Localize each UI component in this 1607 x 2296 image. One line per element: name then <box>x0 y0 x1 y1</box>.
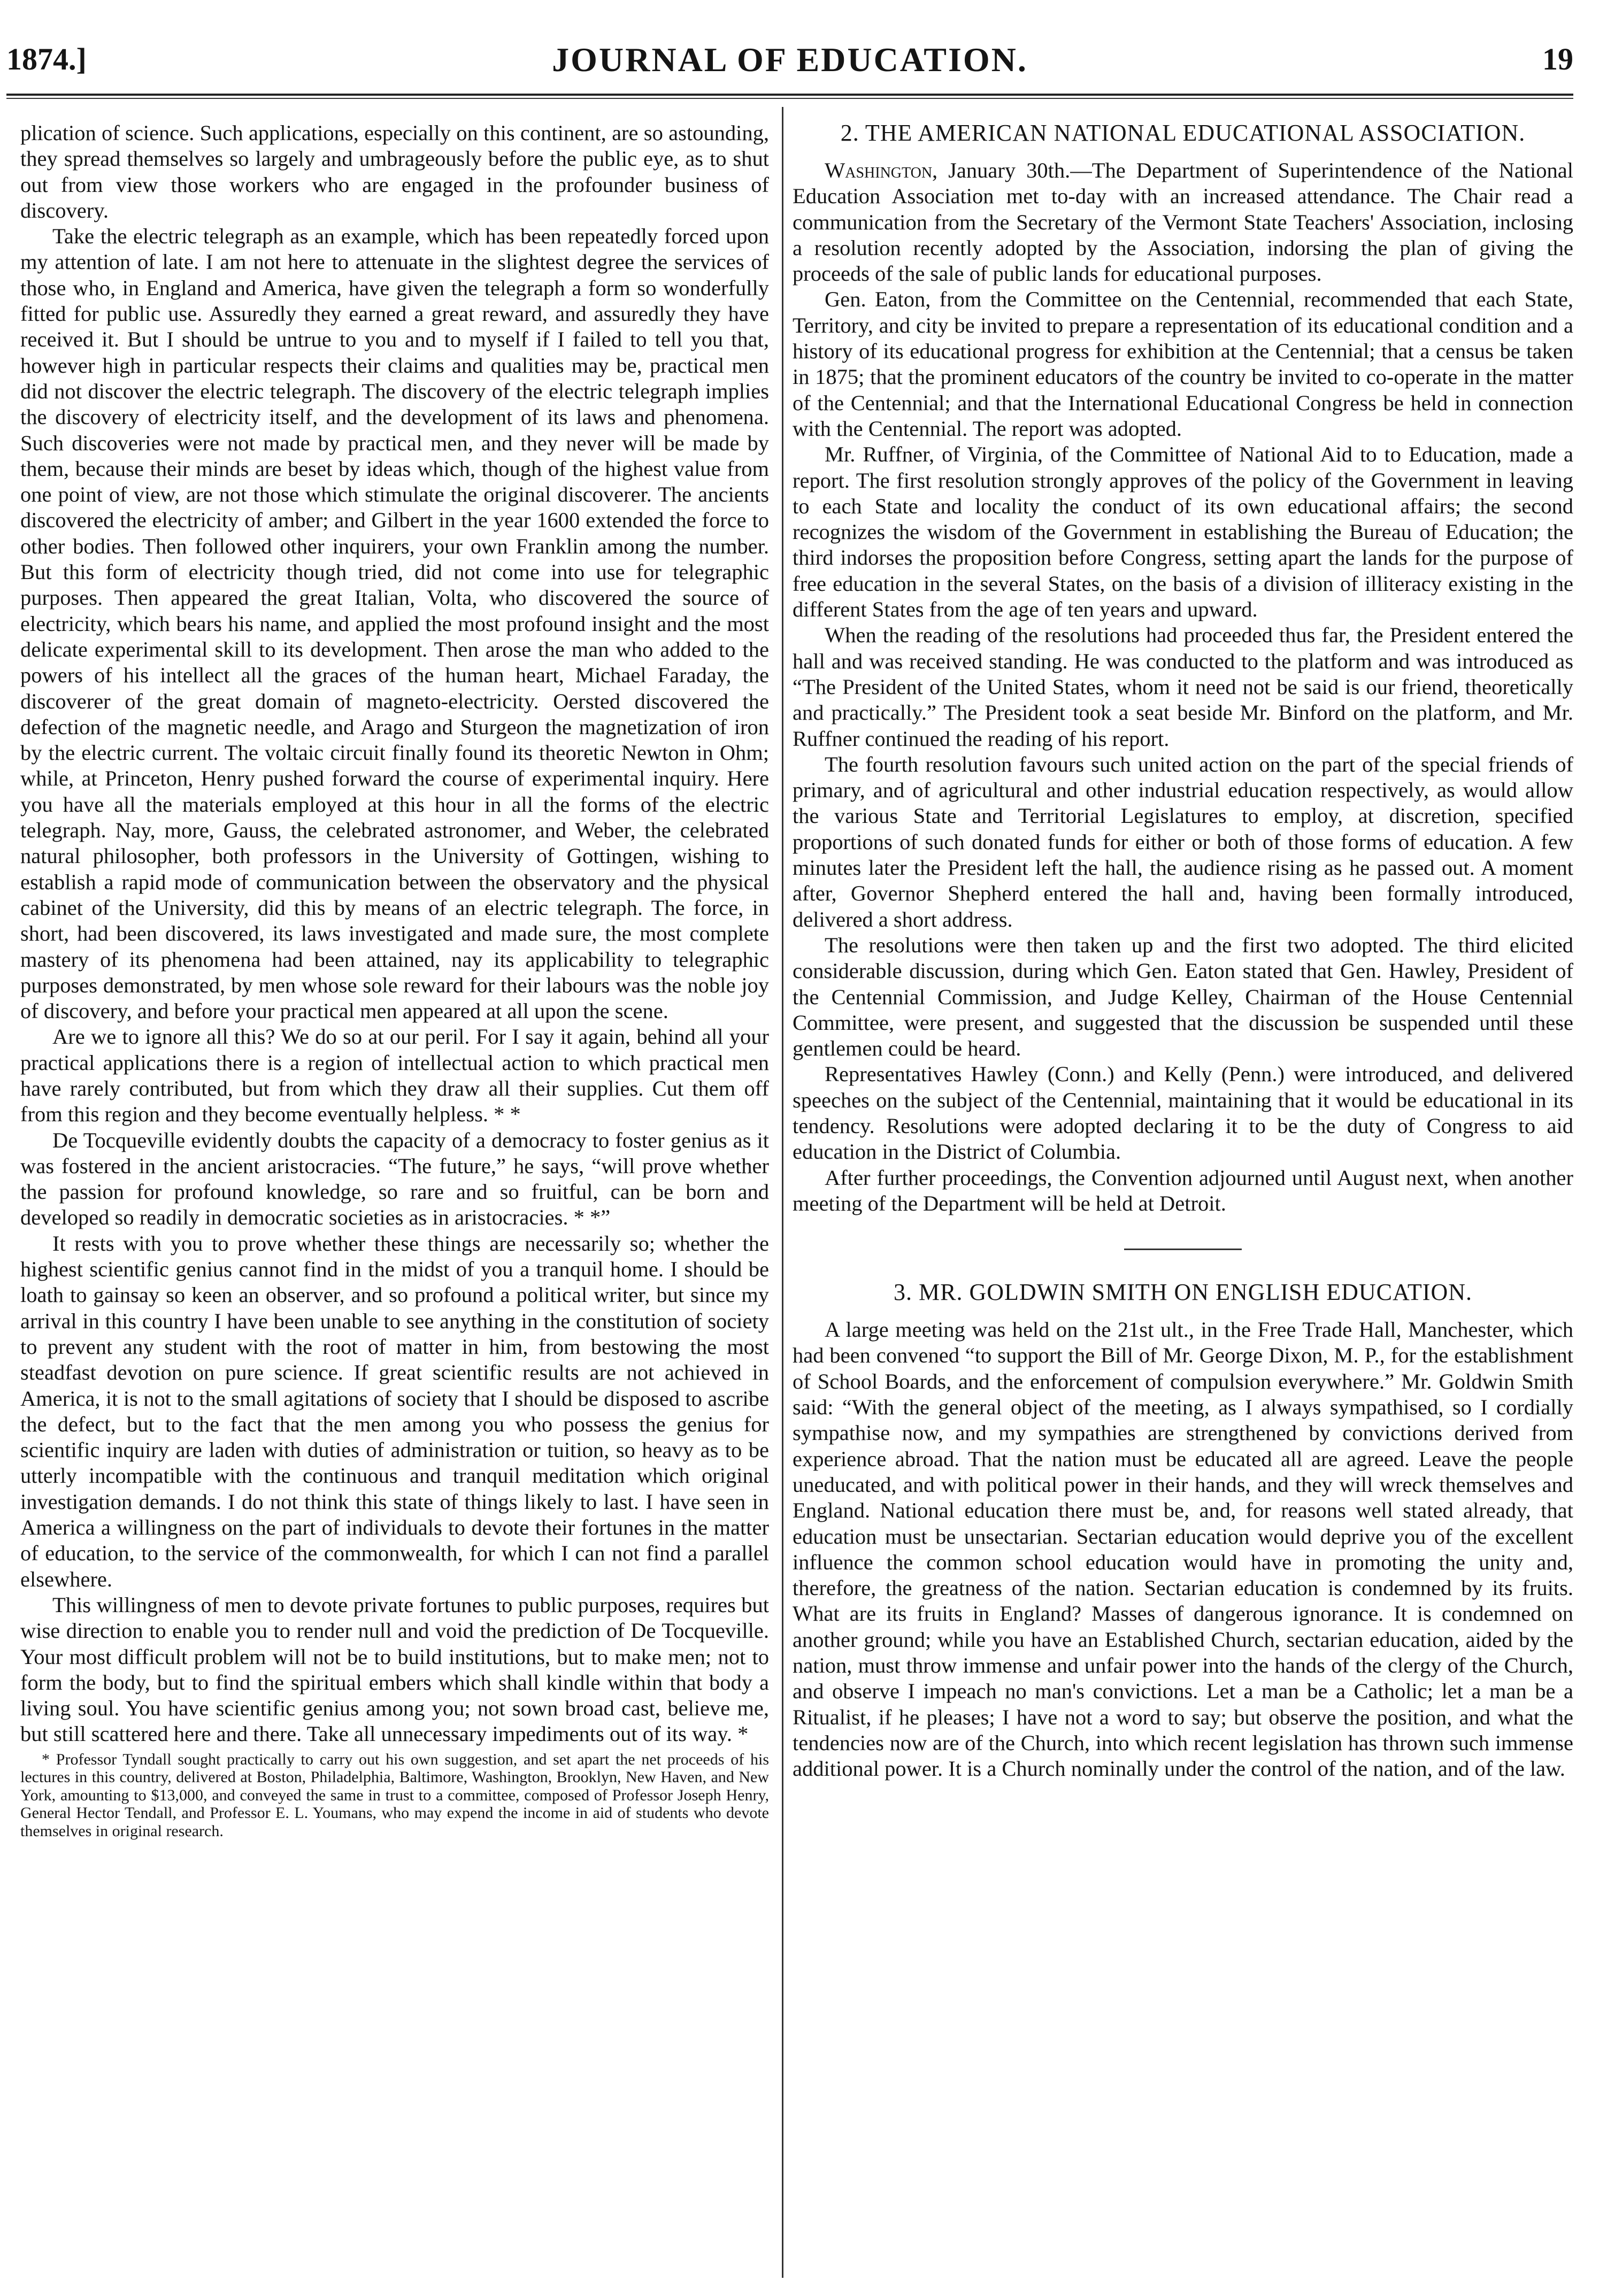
footnote <box>20 1751 769 1840</box>
paragraph: De Tocqueville evidently doubts the capacity of a democracy to foster genius as it was fostered in the ancient aristocracies. “The future,” he says, “will prove whether the passion for profound knowledge, so rare and so fruitful, can be born and developed so readily in democratic societies as in aristocracies. * *” <box>20 1128 769 1230</box>
paragraph: The resolutions were then taken up and the first two adopted. The third elicited considerable discussion, during which Gen. Eaton stated that Gen. Hawley, President of the Centennial Commission, and Judge Kelley, Chairman of the House Centennial Committee, were present, and suggested that the discussion be suspended until these gentlemen could be heard. <box>793 933 1573 1061</box>
left-column <box>20 120 769 1840</box>
paragraph <box>793 158 1573 287</box>
column-divider <box>782 107 783 2278</box>
paragraph: A large meeting was held on the 21st ult., in the Free Trade Hall, Manchester, which had been convened “to support the Bill of Mr. George Dixon, M. P., for the establishment of School Boards, and the enforcement of compulsion everywhere.” Mr. Goldwin Smith said: “With the general object of the meeting, as I always sympathised, so I cordially sympathise now, and my sympathies are strengthened by convictions derived from experience abroad. That the nation must be educated all are agreed. Leave the people uneducated, and with political power in their hands, and they will wreck themselves and England. National education there must be, and, for reasons well stated already, that education must be unsectarian. Sectarian education would deprive you of the excellent influence the common school education would have in promoting the unity and, therefore, the greatness of the nation. Sectarian education is condemned by its fruits. What are its fruits in England? Masses of dangerous ignorance. It is condemned on another ground; while you have an Established Church, sectarian education, aided by the nation, must throw immense and unfair power into the hands of the clergy of the Church, and observe I impeach no man's convictions. Let a man be a Catholic; let a man be a Ritualist, if he pleases; I have not a word to say; but observe the position, and what the tendencies now are of the Church, into which recent legislation has thrown such immense additional power. It is a Church nominally under the control of the nation, and of the law. <box>793 1317 1573 1781</box>
paragraph: When the reading of the resolutions had proceeded thus far, the President entered the hall and was received standing. He was conducted to the platform and was introduced as “The President of the United States, whom it need not be said is our friend, theoretically and practically.” The President took a seat beside Mr. Binford on the platform, and Mr. Ruffner continued the reading of his report. <box>793 623 1573 751</box>
paragraph: Are we to ignore all this? We do so at our peril. For I say it again, behind all your practical applications there is a region of intellectual action to which practical men have rarely contributed, but from which they draw all their supplies. Cut them off from this region and they become eventually helpless. * * <box>20 1024 769 1127</box>
paragraph: The fourth resolution favours such united action on the part of the special friends of primary, and of agricultural and other industrial education respectively, as would allow the various State and Territorial Legislatures to employ, at discretion, specified proportions of such donated funds for either or both of those forms of education. A few minutes later the President left the hall, the audience rising as he passed out. A moment after, Governor Shepherd entered the hall and, having been formally introduced, delivered a short address. <box>793 752 1573 931</box>
paragraph: plication of science. Such applications, especially on this continent, are so astounding, they spread themselves so largely and umbrageously before the public eye, as to shut out from view those workers who are engaged in the profounder business of discovery. <box>20 121 769 222</box>
paragraph: Take the electric telegraph as an example, which has been repeatedly forced upon my attention of late. I am not here to attenuate in the slightest degree the services of those who, in England and America, have given the telegraph a form so wonderfully fitted for public use. Assuredly they earned a great reward, and assuredly they have received it. But I should be untrue to you and to myself if I failed to tell you that, however high in particular respects their claims and qualities may be, practical men did not discover the electric telegraph. The discovery of the electric telegraph implies the discovery of electricity itself, and the development of its laws and phenomena. Such discoveries were not made by practical men, and they never will be made by them, because their minds are beset by ideas which, though of the highest value from one point of view, are not those which stimulate the original discoverer. The ancients discovered the electricity of amber; and Gilbert in the year 1600 extended the force to other bodies. Then followed other inquirers, your own Franklin among the number. But this form of electricity though tried, did not come into use for telegraphic purposes. Then appeared the great Italian, Volta, who discovered the source of electricity, which bears his name, and applied the most profound insight and the most delicate experimental skill to its development. Then arose the man who added to the powers of his intellect all the graces of the human heart, Michael Faraday, the discoverer of the great domain of magneto-electricity. Oersted discovered the defection of the magnetic needle, and Arago and Sturgeon the magnetization of iron by the electric current. The voltaic circuit finally found its theoretic Newton in Ohm; while, at Princeton, Henry pushed forward the course of experimental inquiry. Here you have all the materials employed at this hour in all the forms of the electric telegraph. Nay, more, Gauss, the celebrated astronomer, and Weber, the celebrated natural philosopher, both professors in the University of Gottingen, wishing to establish a rapid mode of communication between the observatory and the physical cabinet of the University, did this by means of an electric telegraph. The force, in short, had been discovered, its laws investigated and made sure, the most complete mastery of its phenomena had been attained, nay its applicability to telegraphic purposes demonstrated, by men whose sole reward for their labours was the noble joy of discovery, and before your practical men appeared at all upon the scene. <box>20 224 769 1023</box>
paragraph: This willingness of men to devote private fortunes to public purposes, requires but wise direction to enable you to render null and void the prediction of De Tocqueville. Your most difficult problem will not be to build institutions, but to make men; not to form the body, but to find the spiritual embers which shall kindle within that body a living soul. You have scientific genius among you; not sown broad cast, believe me, but still scattered here and there. Take all unnecessary impediments out of its way. * <box>20 1592 769 1746</box>
page-number: 19 <box>1542 42 1573 76</box>
page-header <box>6 29 1573 96</box>
paragraph: It rests with you to prove whether these things are necessarily so; whether the highest scientific genius cannot find in the midst of you a tranquil home. I should be loath to gainsay so keen an observer, and so profound a political writer, but since my arrival in this country I have been unable to see anything in the constitution of society to prevent any student with the root of matter in him, from bestowing the most steadfast devotion on pure science. If great scientific results are not achieved in America, it is not to the small agitations of society that I should be disposed to ascribe the defect, but to the fact that the men among you who possess the genius for scientific inquiry are laden with duties of administration or tuition, so heavy as to be utterly incompatible with the continuous and tranquil meditation which original investigation demands. I do not think this state of things likely to last. I have seen in America a willingness on the part of individuals to devote their fortunes in the matter of education, to the service of the commonwealth, for which I can not find a parallel elsewhere. <box>20 1231 769 1591</box>
right-column <box>793 120 1573 1782</box>
paragraph: Gen. Eaton, from the Committee on the Centennial, recommended that each State, Territory, and city be invited to prepare a representation of its educational condition and a history of its educational progress for exhibition at the Centennial; that a census be taken in 1875; that the prominent educators of the country be invited to co-operate in the matter of the Centennial; and that the International Educational Congress be held in connection with the Centennial. The report was adopted. <box>793 287 1573 441</box>
section-heading: 2. THE AMERICAN NATIONAL EDUCATIONAL ASSOCIATION. <box>840 120 1526 146</box>
dateline: Washington, <box>825 158 938 182</box>
section-divider <box>1124 1249 1242 1250</box>
section-heading: 3. MR. GOLDWIN SMITH ON ENGLISH EDUCATION. <box>893 1279 1473 1306</box>
paragraph: After further proceedings, the Convention adjourned until August next, when another meeting of the Department will be held at Detroit. <box>793 1165 1573 1215</box>
paragraph-text: January 30th.—The Department of Superintendence of the National Education Association met to-day with an increased attendance. The Chair read a communication from the Secretary of the Vermont State Teachers' Association, inclosing a resolution recently adopted by the Association, indorsing the plan of giving the proceeds of the sale of public lands for educational purposes. <box>793 158 1574 286</box>
header-rule <box>6 98 1573 99</box>
header-year: 1874.] <box>6 42 87 76</box>
paragraph: Mr. Ruffner, of Virginia, of the Committee of National Aid to to Education, made a report. The first resolution strongly approves of the policy of the Government in leaving to each State and locality the conduct of its own educational affairs; the second recognizes the wisdom of the Government in establishing the Bureau of Education; the third indorses the proposition before Congress, setting apart the lands for the purpose of free education in the several States, on the basis of a division of illiteracy existing in the different States from the age of ten years and upward. <box>793 442 1573 622</box>
paragraph: Representatives Hawley (Conn.) and Kelly (Penn.) were introduced, and delivered speeches on the subject of the Centennial, maintaining that it would be educational in its tendency. Resolutions were adopted declaring it to be the duty of Congress to aid education in the District of Columbia. <box>793 1062 1573 1164</box>
footnote-text: * Professor Tyndall sought practically to carry out his own suggestion, and set apart the net proceeds of his lectures in this country, delivered at Boston, Philadelphia, Baltimore, Washington, Brooklyn, New Haven, and New York, amounting to $13,000, and conveyed the same in trust to a committee, composed of Professor Joseph Henry, General Hector Tendall, and Professor E. L. Youmans, who may expend the income in aid of students who devote themselves in original research. <box>20 1750 769 1840</box>
journal-title: JOURNAL OF EDUCATION. <box>552 41 1028 79</box>
